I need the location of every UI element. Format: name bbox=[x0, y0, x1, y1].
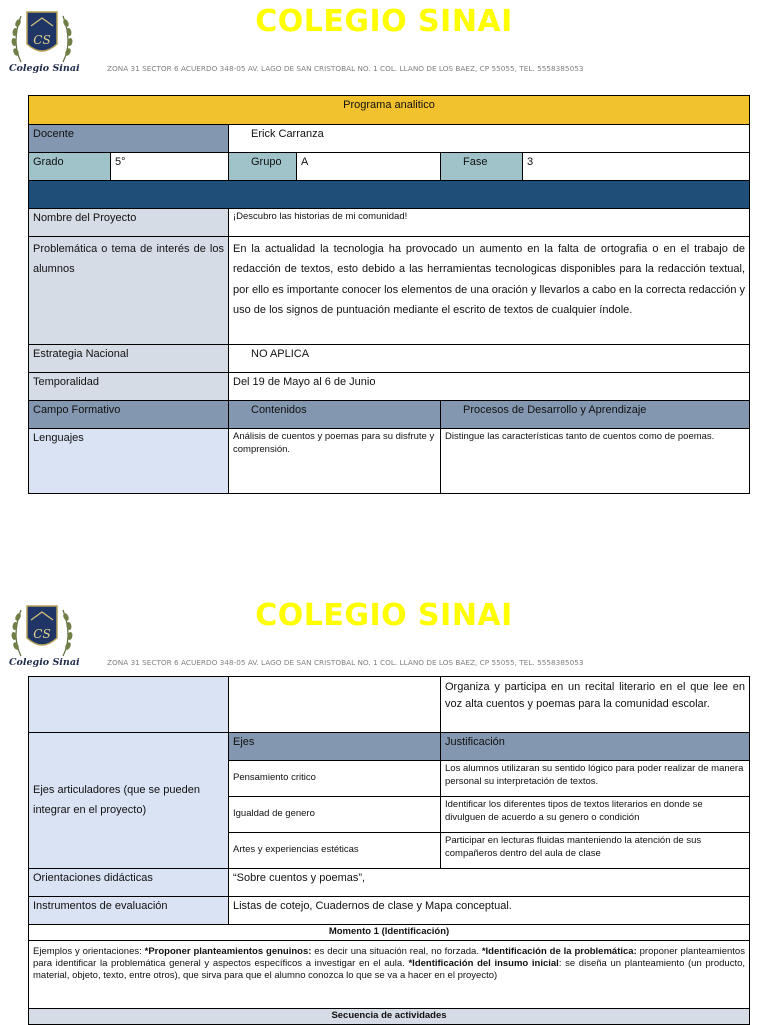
grado-label: Grado bbox=[29, 153, 111, 181]
grupo-value: A bbox=[297, 153, 441, 181]
momento-title: Momento 1 (Identificación) bbox=[29, 925, 750, 941]
problematica-label: Problemática o tema de interés de los alumnos bbox=[29, 237, 229, 345]
ej-intro: Ejemplos y orientaciones: bbox=[33, 945, 145, 957]
temporalidad-label: Temporalidad bbox=[29, 373, 229, 401]
grupo-label: Grupo bbox=[229, 153, 297, 181]
svg-text:CS: CS bbox=[33, 33, 51, 47]
eje-name: Artes y experiencias estéticas bbox=[229, 833, 441, 869]
ej-text-2: proponer planteamientos para identificar la problemática general y aspectos específicos a investigar en el aula. bbox=[33, 945, 745, 969]
contenidos-continued bbox=[229, 677, 441, 733]
grado-value: 5° bbox=[111, 153, 229, 181]
estrategia-value: NO APLICA bbox=[229, 345, 750, 373]
eje-justificacion: Participar en lecturas fluidas manteniendo la atención de sus compañeros dentro del aula de clase bbox=[441, 833, 750, 869]
page-header-2 bbox=[0, 594, 768, 679]
ej-bold-1: *Proponer planteamientos genuinos: bbox=[144, 945, 312, 957]
orientaciones-value: “Sobre cuentos y poemas”, bbox=[229, 869, 750, 897]
ej-text-1: es decir una situación real, no forzada. bbox=[311, 945, 482, 957]
eje-name: Igualdad de genero bbox=[229, 797, 441, 833]
school-address: ZONA 31 SECTOR 6 ACUERDO 348-05 AV. LAGO DE SAN CRISTOBAL NO. 1 COL. LLANO DE LOS BAEZ, CP 55055, TEL. 5558385053 bbox=[107, 64, 584, 73]
procesos-header: Procesos de Desarrollo y Aprendizaje bbox=[441, 401, 750, 429]
docente-value: Erick Carranza bbox=[229, 125, 750, 153]
ejes-label: Ejes articuladores (que se pueden integrar en el proyecto) bbox=[29, 733, 229, 869]
contenidos-header: Contenidos bbox=[229, 401, 441, 429]
instrumentos-value: Listas de cotejo, Cuadernos de clase y Mapa conceptual. bbox=[229, 897, 750, 925]
docente-label: Docente bbox=[29, 125, 229, 153]
ejes-header: Ejes bbox=[229, 733, 441, 761]
eje-name: Pensamiento critico bbox=[229, 761, 441, 797]
school-address: ZONA 31 SECTOR 6 ACUERDO 348-05 AV. LAGO DE SAN CRISTOBAL NO. 1 COL. LLANO DE LOS BAEZ, CP 55055, TEL. 5558385053 bbox=[107, 658, 584, 667]
procesos-value: Distingue las características tanto de cuentos como de poemas. bbox=[441, 429, 750, 494]
logo-caption: Colegio Sinai bbox=[9, 657, 80, 668]
school-title: COLEGIO SINAI bbox=[255, 4, 513, 39]
campo-header: Campo Formativo bbox=[29, 401, 229, 429]
ej-bold-3: *Identificación del insumo inicial bbox=[408, 957, 559, 969]
eje-justificacion: Los alumnos utilizaran su sentido lógico para poder realizar de manera personal su interpretación de textos. bbox=[441, 761, 750, 797]
section-divider bbox=[29, 181, 750, 209]
fase-label: Fase bbox=[441, 153, 523, 181]
logo-caption: Colegio Sinai bbox=[9, 63, 80, 74]
temporalidad-value: Del 19 de Mayo al 6 de Junio bbox=[229, 373, 750, 401]
proyecto-value: ¡Descubro las historias de mi comunidad! bbox=[229, 209, 750, 237]
secuencia-title: Secuencia de actividades bbox=[29, 1008, 750, 1024]
campo-value: Lenguajes bbox=[29, 429, 229, 494]
estrategia-label: Estrategia Nacional bbox=[29, 345, 229, 373]
justificacion-header: Justificación bbox=[441, 733, 750, 761]
proyecto-label: Nombre del Proyecto bbox=[29, 209, 229, 237]
svg-text:CS: CS bbox=[33, 627, 51, 641]
recital-value: Organiza y participa en un recital literario en el que lee en voz alta cuentos y poemas para la comunidad escolar. bbox=[441, 677, 750, 733]
table-title: Programa analitico bbox=[29, 96, 750, 125]
programa-analitico-table-continued bbox=[28, 676, 750, 1025]
fase-value: 3 bbox=[523, 153, 750, 181]
ej-bold-2: *Identificación de la problemática: bbox=[481, 945, 637, 957]
instrumentos-label: Instrumentos de evaluación bbox=[29, 897, 229, 925]
ej-text-3: : se diseña un planteamiento (un producto, material, objeto, texto, entre otros), que sirva para que el alumno conozca lo que se va a hacer en el proyecto) bbox=[33, 957, 746, 981]
eje-justificacion: Identificar los diferentes tipos de textos literarios en donde se divulguen de acuerdo a su genero o condición bbox=[441, 797, 750, 833]
ejemplos-orientaciones bbox=[29, 940, 750, 1008]
school-title: COLEGIO SINAI bbox=[255, 598, 513, 633]
campo-continued bbox=[29, 677, 229, 733]
programa-analitico-table bbox=[28, 95, 750, 494]
problematica-value: En la actualidad la tecnologia ha provocado un aumento en la falta de ortografia o en el trabajo de redacción de textos, esto debido a las herramientas tecnologicas disponibles para la redacción textual, por ello es importante conocer los elementos de una oración y llevarlos a cabo en la correcta redacción y uso de los signos de puntuación mediante el escrito de textos de cualquier índole. bbox=[229, 237, 750, 345]
orientaciones-label: Orientaciones didácticas bbox=[29, 869, 229, 897]
contenidos-value: Análisis de cuentos y poemas para su disfrute y comprensión. bbox=[229, 429, 441, 494]
page-header-1 bbox=[0, 0, 768, 85]
